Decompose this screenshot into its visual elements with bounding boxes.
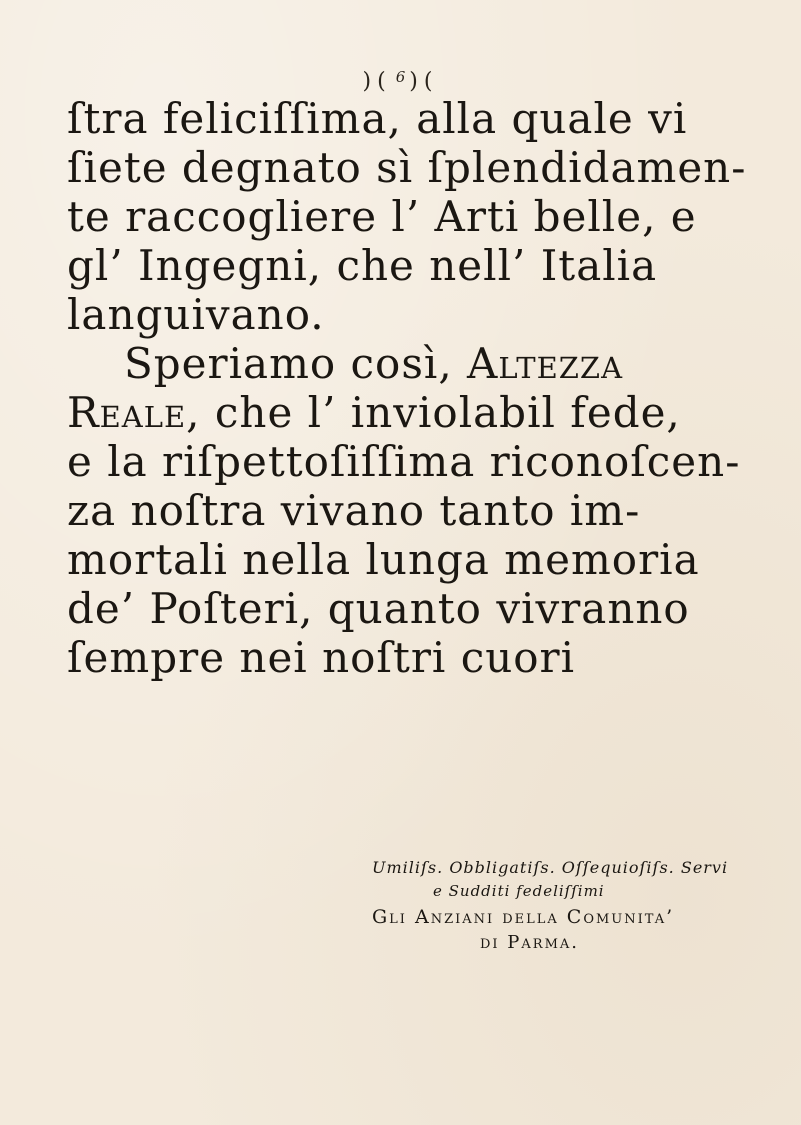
text-line: te raccogliere l’ Arti belle, e	[67, 192, 697, 241]
signature-line: Umiliſs. Obbligatiſs. Oſſequioſiſs. Servi	[372, 858, 729, 877]
text-line: languivano.	[67, 290, 325, 339]
signature-line: di Parma.	[480, 932, 579, 953]
title-altezza: Altezza	[467, 339, 624, 388]
text-line: e la riſpettoſiſſima riconoſcen-	[67, 437, 741, 486]
signature-line: Gli Anziani della Comunita’	[372, 906, 675, 928]
text-line: ſtra feliciſſima, alla quale vi	[67, 94, 688, 143]
page-number: 6	[395, 68, 406, 86]
page-number-left-ornament: )(	[362, 69, 392, 94]
text-segment: Speriamo così,	[124, 339, 468, 388]
signature-line: e Sudditi fedeliſſimi	[433, 882, 605, 900]
page-number-header	[0, 68, 801, 94]
text-line: mortali nella lunga memoria	[67, 535, 700, 584]
text-line: za noſtra vivano tanto im-	[67, 486, 641, 535]
text-line	[67, 388, 681, 437]
title-reale: Reale	[67, 388, 187, 437]
text-line: gl’ Ingegni, che nell’ Italia	[67, 241, 658, 290]
text-segment: , che l’ inviolabil fede,	[186, 388, 681, 437]
page-number-right-ornament: )(	[409, 69, 439, 94]
text-line: ſiete degnato sì ſplendidamen-	[67, 143, 747, 192]
text-line: ſempre nei noſtri cuori	[67, 633, 576, 682]
text-line: de’ Poſteri, quanto vivranno	[67, 584, 690, 633]
text-line	[124, 339, 624, 388]
